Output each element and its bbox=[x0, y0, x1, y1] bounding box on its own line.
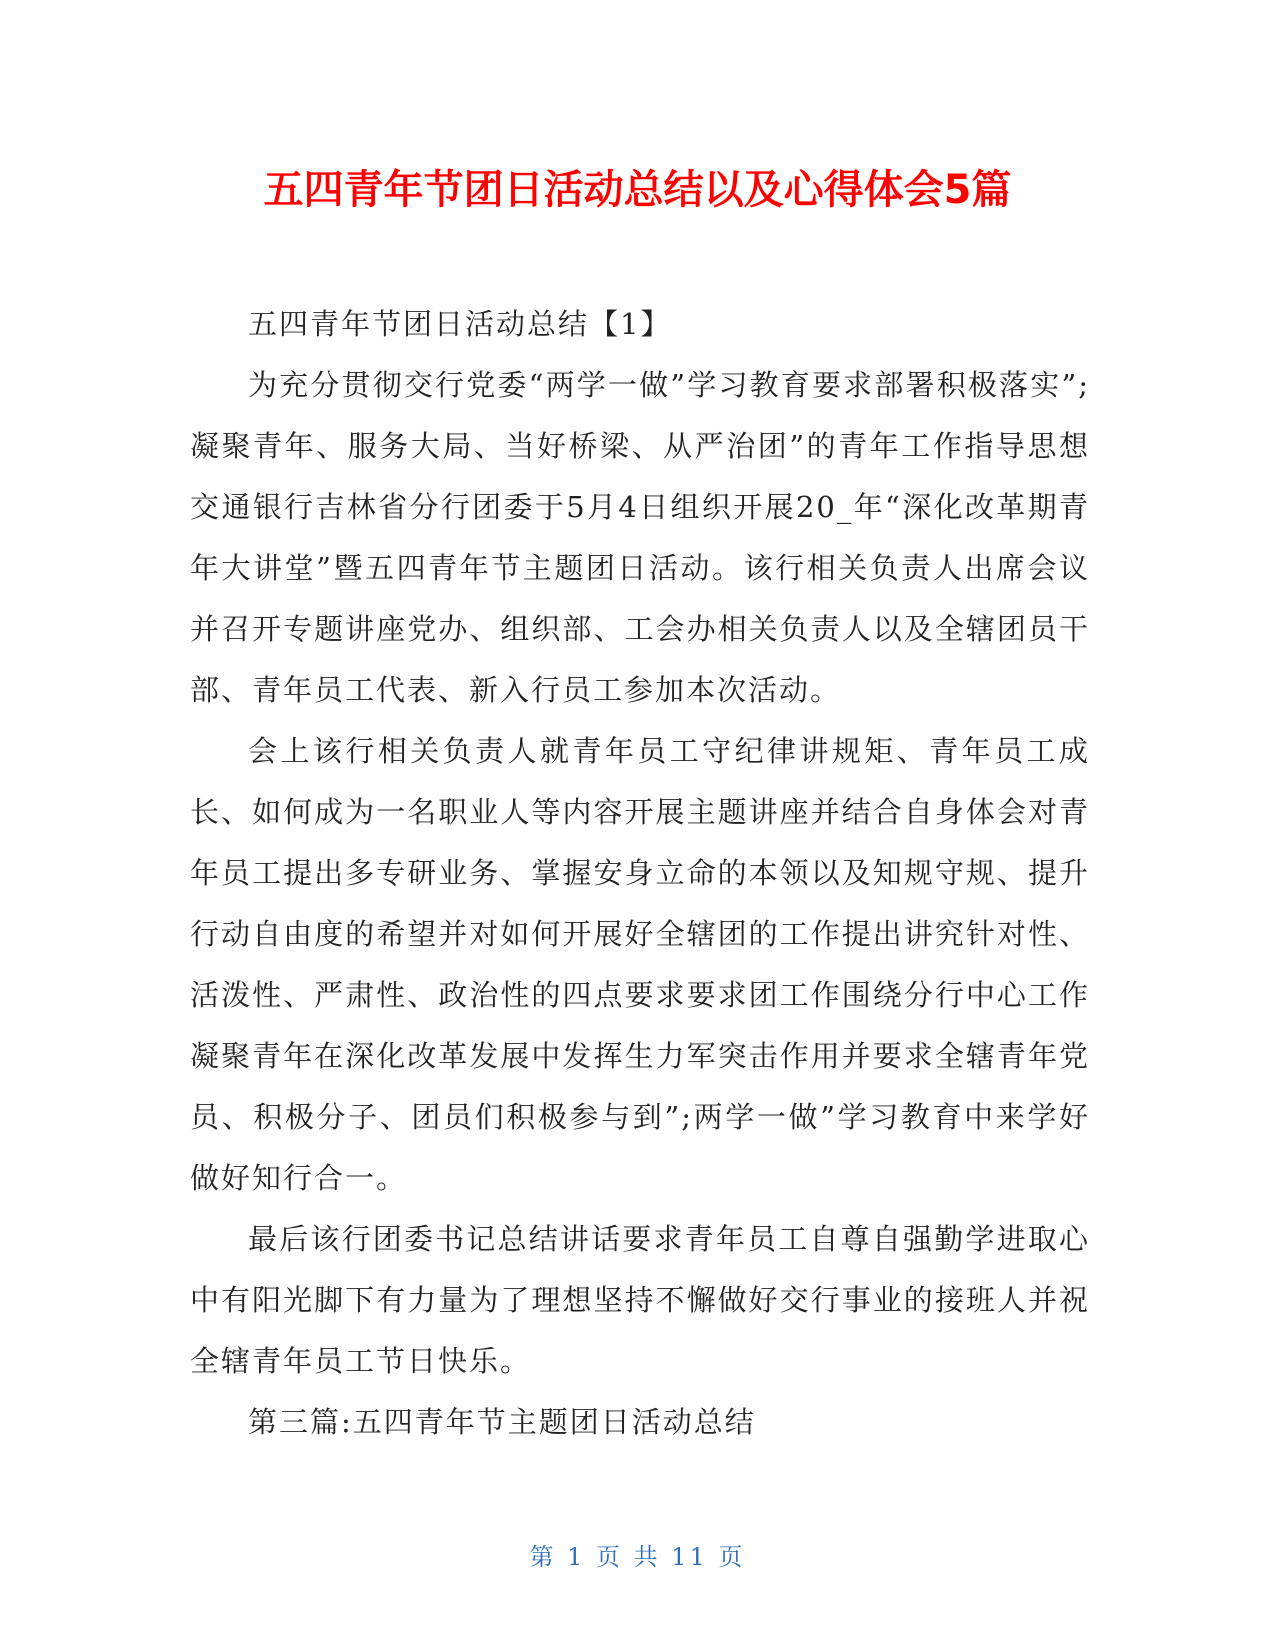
body-paragraph: 会上该行相关负责人就青年员工守纪律讲规矩、青年员工成长、如何成为一名职业人等内容开展主题讲座并结合自身体会对青年员工提出多专研业务、掌握安身立命的本领以及知规守规、提升行动自由度的希望并对如何开展好全辖团的工作提出讲究针对性、活泼性、严肃性、政治性的四点要求要求团工作围绕分行中心工作凝聚青年在深化改革发展中发挥生力军突击作用并要求全辖青年党员、积极分子、团员们积极参与到”;两学一做”学习教育中来学好做好知行合一。 bbox=[190, 734, 1090, 1195]
document-body bbox=[190, 294, 1090, 1453]
body-paragraph: 最后该行团委书记总结讲话要求青年员工自尊自强勤学进取心中有阳光脚下有力量为了理想坚持不懈做好交行事业的接班人并祝全辖青年员工节日快乐。 bbox=[190, 1222, 1090, 1378]
document-title: 五四青年节团日活动总结以及心得体会5篇 bbox=[263, 167, 1012, 213]
body-paragraph: 为充分贯彻交行党委“两学一做”学习教育要求部署积极落实”;凝聚青年、服务大局、当好桥梁、从严治团”的青年工作指导思想交通银行吉林省分行团委于5月4日组织开展20_年“深化改革期青年大讲堂”暨五四青年节主题团日活动。该行相关负责人出席会议并召开专题讲座党办、组织部、工会办相关负责人以及全辖团员干部、青年员工代表、新入行员工参加本次活动。 bbox=[190, 368, 1090, 707]
page-number: 第 1 页 共 11 页 bbox=[529, 1543, 746, 1571]
section-heading: 第三篇:五四青年节主题团日活动总结 bbox=[248, 1405, 756, 1439]
section-heading: 五四青年节团日活动总结【1】 bbox=[248, 307, 672, 341]
